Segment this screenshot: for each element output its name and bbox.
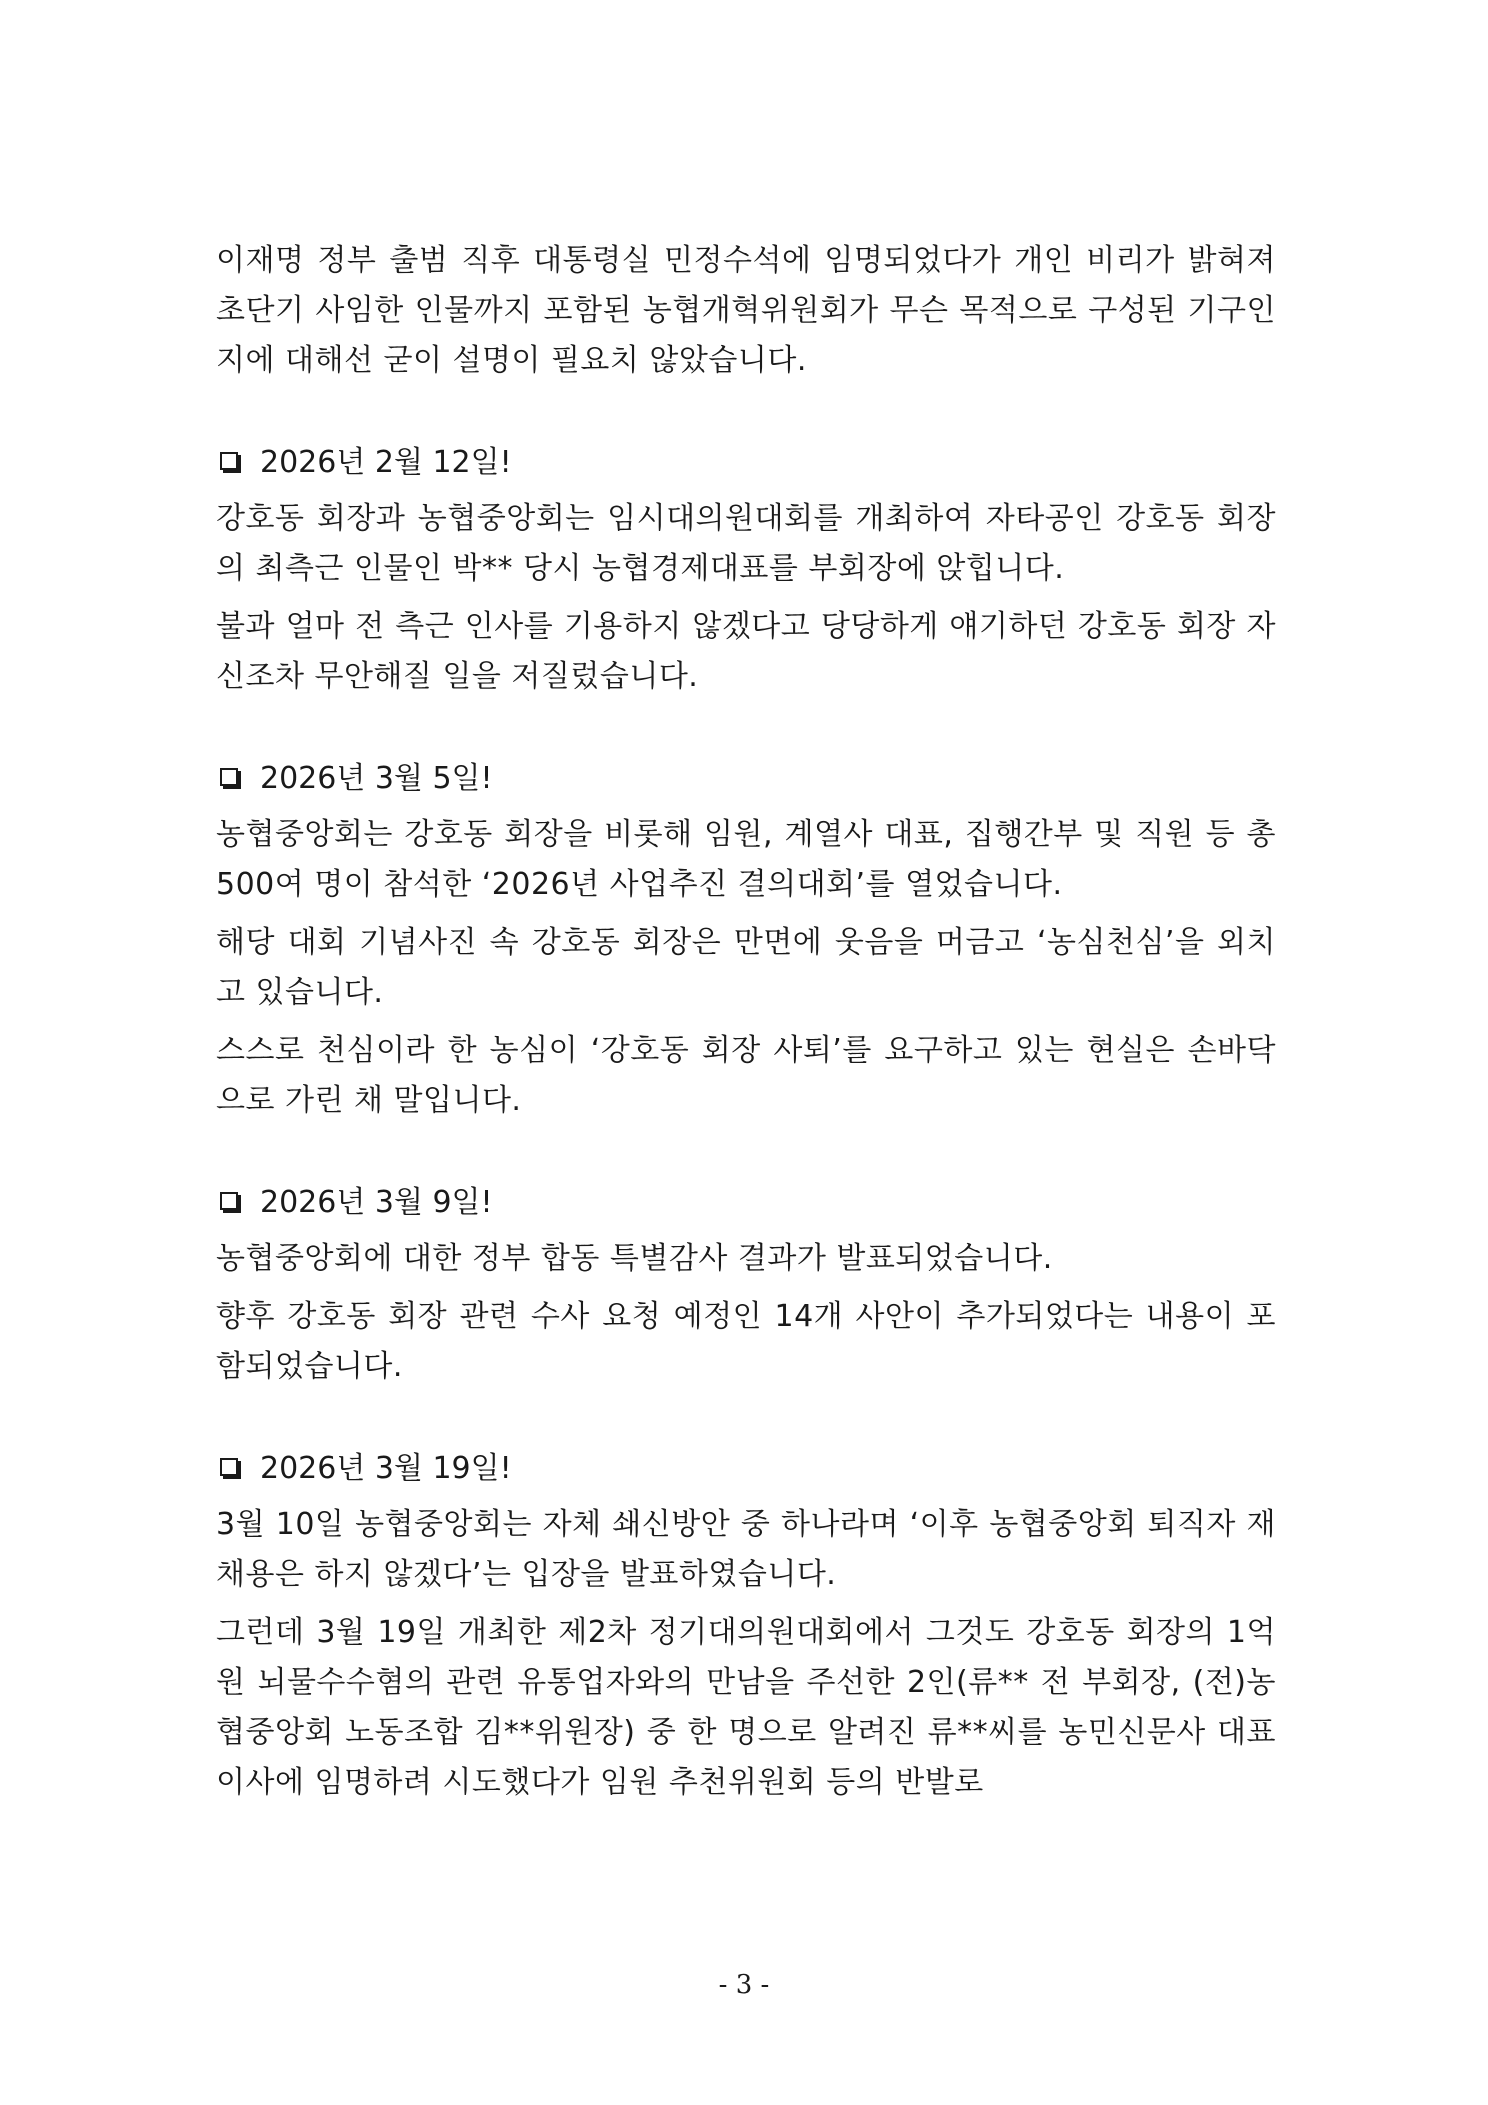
section-date: 2026년 2월 12일! [260,445,512,480]
document-body [216,236,1276,1816]
section-date: 2026년 3월 5일! [260,761,493,796]
section-paragraph: 농협중앙회는 강호동 회장을 비롯해 임원, 계열사 대표, 집행간부 및 직원 등 총 500여 명이 참석한 ‘2026년 사업추진 결의대회’를 열었습니다. [216,817,1276,902]
section-paragraph: 향후 강호동 회장 관련 수사 요청 예정인 14개 사안이 추가되었다는 내용이 포함되었습니다. [216,1299,1276,1384]
section-paragraph: 해당 대회 기념사진 속 강호동 회장은 만면에 웃음을 머금고 ‘농심천심’을 외치고 있습니다. [216,925,1276,1010]
checkbox-bullet-icon [220,768,238,786]
checkbox-bullet-icon [220,1192,238,1210]
section-paragraph: 3월 10일 농협중앙회는 자체 쇄신방안 중 하나라며 ‘이후 농협중앙회 퇴직자 재채용은 하지 않겠다’는 입장을 발표하였습니다. [216,1507,1276,1592]
section-date: 2026년 3월 19일! [260,1451,512,1486]
section-paragraph: 강호동 회장과 농협중앙회는 임시대의원대회를 개최하여 자타공인 강호동 회장의 최측근 인물인 박** 당시 농협경제대표를 부회장에 앉힙니다. [216,501,1276,586]
section-heading [216,754,1276,804]
checkbox-bullet-icon [220,452,238,470]
section-paragraph: 스스로 천심이라 한 농심이 ‘강호동 회장 사퇴’를 요구하고 있는 현실은 손바닥으로 가린 채 말입니다. [216,1033,1276,1118]
section-mar-5 [216,754,1276,1126]
section-date: 2026년 3월 9일! [260,1185,493,1220]
intro-paragraph: 이재명 정부 출범 직후 대통령실 민정수석에 임명되었다가 개인 비리가 밝혀져 초단기 사임한 인물까지 포함된 농협개혁위원회가 무슨 목적으로 구성된 기구인지에 대해선 굳이 설명이 필요치 않았습니다. [216,243,1276,378]
section-heading [216,1444,1276,1494]
section-heading [216,438,1276,488]
section-paragraph: 그런데 3월 19일 개최한 제2차 정기대의원대회에서 그것도 강호동 회장의 1억 원 뇌물수수혐의 관련 유통업자와의 만남을 주선한 2인(류** 전 부회장, (전)농협중앙회 노동조합 김**위원장) 중 한 명으로 알려진 류**씨를 농민신문사 대표이사에 임명하려 시도했다가 임원 추천위원회 등의 반발로 [216,1615,1276,1800]
section-feb-12 [216,438,1276,702]
section-paragraph: 농협중앙회에 대한 정부 합동 특별감사 결과가 발표되었습니다. [216,1241,1053,1276]
section-heading [216,1178,1276,1228]
page-number: - 3 - [718,1970,770,2000]
section-paragraph: 불과 얼마 전 측근 인사를 기용하지 않겠다고 당당하게 얘기하던 강호동 회장 자신조차 무안해질 일을 저질렀습니다. [216,609,1276,694]
section-mar-19 [216,1444,1276,1808]
section-mar-9 [216,1178,1276,1392]
checkbox-bullet-icon [220,1458,238,1476]
